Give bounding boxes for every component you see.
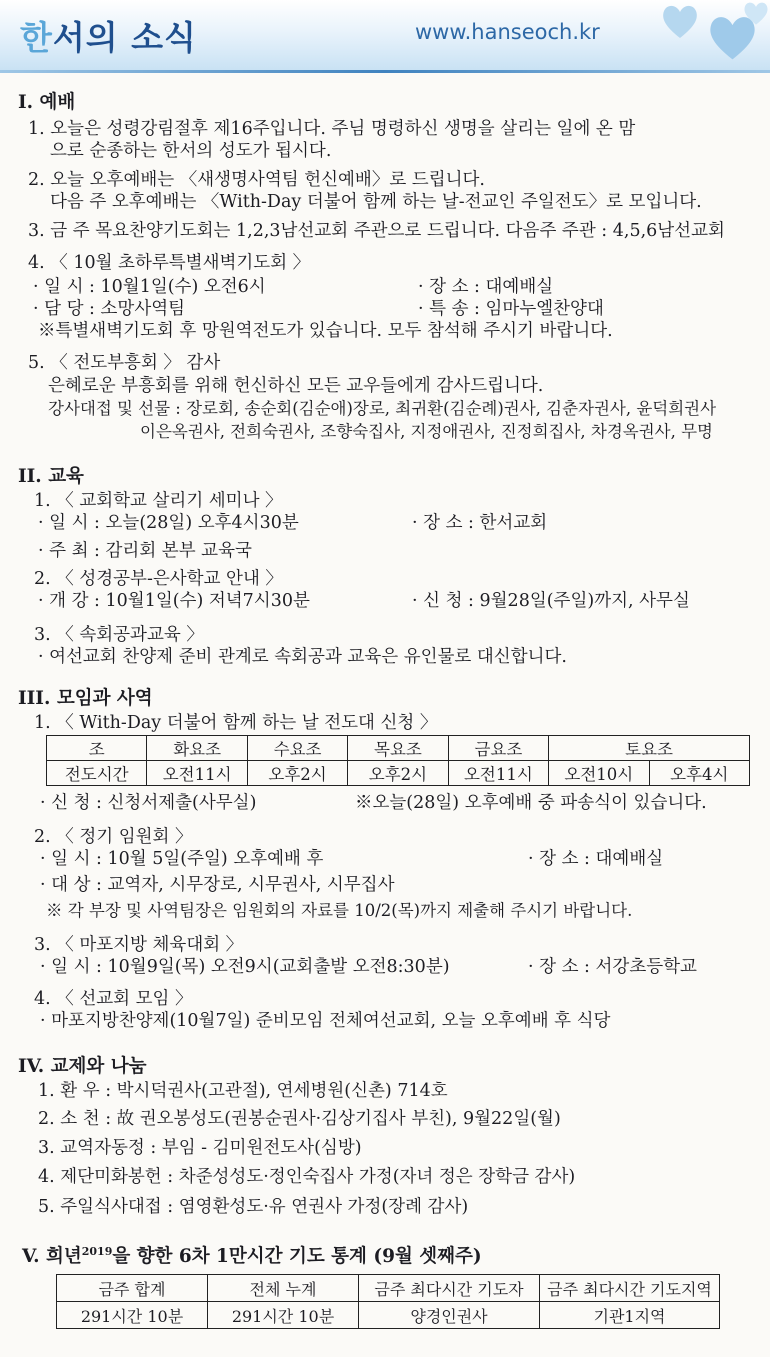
education-item-1-title: 1. 〈 교회학교 살리기 세미나 〉 xyxy=(34,491,283,511)
section-title-prayer-stats xyxy=(22,1246,482,1268)
education-item-3-title: 3. 〈 속회공과교육 〉 xyxy=(34,625,204,645)
worship-item-4-title: 4. 〈 10월 초하루특별새벽기도회 〉 xyxy=(28,253,311,273)
prayer-stats-title-a: V. 희년 xyxy=(22,1246,82,1267)
table-cell: 양경인권사 xyxy=(359,1302,540,1329)
worship-item-2-line-2: 다음 주 오후예배는 〈With-Day 더불어 함께 하는 날-전교인 주일전도〉로 모입니다. xyxy=(50,192,702,212)
table-cell: 오후2시 xyxy=(348,761,448,786)
dawn-prayer-place: · 장 소 : 대예배실 xyxy=(418,277,554,297)
table-cell: 291시간 10분 xyxy=(57,1302,208,1329)
meetings-item-1-title: 1. 〈 With-Day 더불어 함께 하는 날 전도대 신청 〉 xyxy=(34,713,438,733)
table-cell: 오후2시 xyxy=(247,761,347,786)
newsletter-logo xyxy=(20,12,197,59)
logo-text: 서의 소식 xyxy=(52,18,197,57)
heart-icon xyxy=(742,0,770,26)
bible-school-open: · 개 강 : 10월1일(수) 저녁7시30분 xyxy=(38,591,310,611)
table-header-row xyxy=(57,1275,720,1302)
board-meeting-date: · 일 시 : 10월 5일(주일) 오후예배 후 xyxy=(40,849,324,869)
table-header-cell: 금요조 xyxy=(448,736,548,761)
church-url: www.hanseoch.kr xyxy=(415,20,600,44)
fellowship-item-4: 4. 제단미화봉헌 : 차준성성도·정인숙집사 가정(자녀 정은 장학금 감사) xyxy=(38,1167,576,1187)
worship-item-1-line-2: 으로 순종하는 한서의 성도가 됩시다. xyxy=(50,141,332,161)
sports-day-place: · 장 소 : 서강초등학교 xyxy=(528,957,697,977)
mission-meeting-note: · 마포지방찬양제(10월7일) 준비모임 전체여선교회, 오늘 오후예배 후 식당 xyxy=(40,1011,611,1031)
meetings-item-3-title: 3. 〈 마포지방 체육대회 〉 xyxy=(34,935,244,955)
worship-item-5-title: 5. 〈 전도부흥회 〉 감사 xyxy=(28,353,221,373)
bible-school-apply: · 신 청 : 9월28일(주일)까지, 사무실 xyxy=(412,591,690,611)
evangelism-note: ※오늘(28일) 오후예배 중 파송식이 있습니다. xyxy=(355,793,707,813)
prayer-stats-title-b: 을 향한 6차 1만시간 기도 통계 (9월 셋째주) xyxy=(112,1246,482,1267)
education-item-2-title: 2. 〈 성경공부-은사학교 안내 〉 xyxy=(34,569,283,589)
worship-item-1-line-1: 1. 오늘은 성령강림절후 제16주입니다. 주님 명령하신 생명을 살리는 일에 온 맘 xyxy=(28,119,636,139)
dawn-prayer-date: · 일 시 : 10월1일(수) 오전6시 xyxy=(33,277,266,297)
table-header-cell: 금주 최다시간 기도지역 xyxy=(540,1275,720,1302)
table-header-cell: 토요조 xyxy=(549,736,750,761)
section-title-meetings: III. 모임과 사역 xyxy=(18,688,153,709)
prayer-stats-table xyxy=(56,1274,720,1329)
evangelism-schedule-table xyxy=(46,735,750,786)
meetings-item-2-title: 2. 〈 정기 임원회 〉 xyxy=(34,827,193,847)
table-cell: 291시간 10분 xyxy=(208,1302,359,1329)
fellowship-item-1: 1. 환 우 : 박시덕권사(고관절), 연세병원(신촌) 714호 xyxy=(38,1081,448,1101)
cell-lesson-note: · 여선교회 찬양제 준비 관계로 속회공과 교육은 유인물로 대신합니다. xyxy=(38,647,567,667)
table-row xyxy=(47,761,750,786)
board-meeting-note: ※ 각 부장 및 사역팀장은 임원회의 자료를 10/2(목)까지 제출해 주시기 바랍니다. xyxy=(46,901,633,920)
table-header-cell: 금주 합계 xyxy=(57,1275,208,1302)
table-header-cell: 금주 최다시간 기도자 xyxy=(359,1275,540,1302)
table-cell: 기관1지역 xyxy=(540,1302,720,1329)
table-cell: 전도시간 xyxy=(47,761,147,786)
evangelism-apply: · 신 청 : 신청서제출(사무실) xyxy=(40,793,257,813)
header-divider xyxy=(0,70,770,73)
fellowship-item-3: 3. 교역자동정 : 부임 - 김미원전도사(심방) xyxy=(38,1138,362,1158)
table-row xyxy=(57,1302,720,1329)
fellowship-item-2: 2. 소 천 : 故 권오봉성도(권봉순권사·김상기집사 부친), 9월22일(월) xyxy=(38,1109,561,1129)
section-title-worship: I. 예배 xyxy=(18,92,76,113)
heart-icon xyxy=(660,2,700,40)
revival-thanks-line-1: 은혜로운 부흥회를 위해 헌신하신 모든 교우들에게 감사드립니다. xyxy=(48,376,544,396)
table-cell: 오전11시 xyxy=(448,761,548,786)
seminar-place: · 장 소 : 한서교회 xyxy=(412,513,548,533)
table-cell: 오후4시 xyxy=(649,761,749,786)
dawn-prayer-lead: · 담 당 : 소망사역팀 xyxy=(33,299,186,319)
board-meeting-target: · 대 상 : 교역자, 시무장로, 시무권사, 시무집사 xyxy=(40,875,395,895)
table-cell: 오전11시 xyxy=(147,761,247,786)
table-header-cell: 목요조 xyxy=(348,736,448,761)
section-title-fellowship: IV. 교제와 나눔 xyxy=(18,1056,147,1077)
section-title-education: II. 교육 xyxy=(18,466,84,487)
dawn-prayer-note: ※특별새벽기도회 후 망원역전도가 있습니다. 모두 참석해 주시기 바랍니다. xyxy=(38,321,613,341)
worship-item-2-line-1: 2. 오늘 오후예배는 〈새생명사역팀 헌신예배〉로 드립니다. xyxy=(28,170,485,190)
dawn-prayer-music: · 특 송 : 임마누엘찬양대 xyxy=(418,299,604,319)
table-header-cell: 수요조 xyxy=(247,736,347,761)
newsletter-header xyxy=(0,0,770,70)
worship-item-3: 3. 금 주 목요찬양기도회는 1,2,3남선교회 주관으로 드립니다. 다음주 주관 : 4,5,6남선교회 xyxy=(28,221,725,241)
revival-thanks-line-3: 이은옥권사, 전희숙권사, 조향숙집사, 지정애권사, 진정희집사, 차경옥권사, 무명 xyxy=(140,422,713,441)
revival-thanks-line-2: 강사대접 및 선물 : 장로회, 송순회(김순애)장로, 최귀환(김순례)권사, 김춘자권사, 윤덕희권사 xyxy=(48,399,717,418)
table-header-row xyxy=(47,736,750,761)
seminar-host: · 주 최 : 감리회 본부 교육국 xyxy=(38,541,252,561)
board-meeting-place: · 장 소 : 대예배실 xyxy=(528,849,664,869)
seminar-date: · 일 시 : 오늘(28일) 오후4시30분 xyxy=(38,513,299,533)
table-cell: 오전10시 xyxy=(549,761,649,786)
table-header-cell: 조 xyxy=(47,736,147,761)
sports-day-date: · 일 시 : 10월9일(목) 오전9시(교회출발 오전8:30분) xyxy=(40,957,450,977)
table-header-cell: 전체 누계 xyxy=(208,1275,359,1302)
meetings-item-4-title: 4. 〈 선교회 모임 〉 xyxy=(34,989,193,1009)
fellowship-item-5: 5. 주일식사대접 : 염영환성도·유 연권사 가정(장례 감사) xyxy=(38,1197,469,1217)
table-header-cell: 화요조 xyxy=(147,736,247,761)
logo-accent-char: 한 xyxy=(20,18,53,57)
prayer-stats-title-year: 2019 xyxy=(81,1244,113,1258)
